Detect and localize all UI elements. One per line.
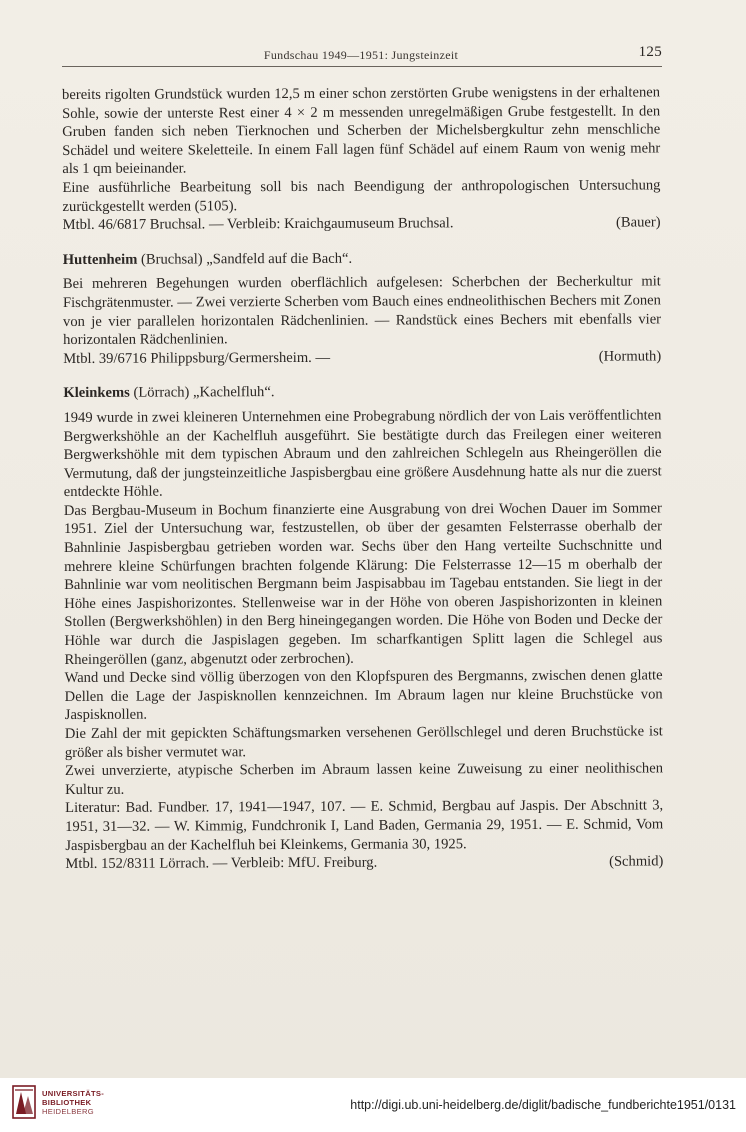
map-sheet-line [63,214,661,235]
map-sheet-line [65,853,663,874]
paragraph: Bei mehreren Begehungen wurden oberflächlich aufgelesen: Scherbchen der Becherkultur mit Fischgrätenmuster. — Zwei verzierte Scherben vom Bauch eines endneolithischen Bechers mit Zonen von je vier parallelen horizontalen Rädchenlinien. — Randstück eines Bechers mit ebenfalls vier horizontalen Rädchenlinien. [62,273,662,349]
source-url-link[interactable]: http://digi.ub.uni-heidelberg.de/diglit/badische_fundberichte1951/0131 [350,1098,736,1112]
paragraph: Eine ausführliche Bearbeitung soll bis nach Beendigung der anthropologischen Untersuchung zurückgestellt werden (5105). [62,177,661,215]
header-rule [62,66,662,67]
site-entry-kleinkems [63,382,663,874]
library-footer [0,1078,746,1132]
article-body [62,83,663,873]
site-name: Kleinkems [63,385,130,402]
library-name [42,1089,104,1116]
map-sheet-reference: Mtbl. 152/8311 Lörrach. — Verbleib: MfU. Freiburg. [65,854,378,873]
library-name-line: BIBLIOTHEK [42,1098,92,1107]
library-logo-icon [12,1084,36,1120]
map-sheet-line [63,347,661,368]
paragraph: Zwei unverzierte, atypische Scherben im Abraum lassen keine Zuweisung zu einer neolithischen Kultur zu. [64,760,664,798]
map-sheet-reference: Mtbl. 46/6817 Bruchsal. — Verbleib: Kraichgaumuseum Bruchsal. [62,215,454,234]
literature-paragraph: Literatur: Bad. Fundber. 17, 1941—1947, 107. — E. Schmid, Bergbau auf Jaspis. Der Abschnitt 3, 1951, 31—32. — W. Kimmig, Fundchronik I, Land Baden, Germania 29, 1951. — E. Schmid, Vom Jaspisbergbau an der Kachelfluh bei Kleinkems, Germania 30, 1925. [65,797,664,854]
paragraph: Die Zahl der mit gepickten Schäftungsmarken versehenen Geröllschlegel und deren Bruchstücke ist größer als bisher vermutet war. [64,723,663,761]
continuation-entry [62,83,661,234]
page-number: 125 [638,44,662,60]
library-name-line: HEIDELBERG [42,1107,94,1116]
running-title: Fundschau 1949—1951: Jungsteinzeit [263,48,459,62]
site-heading [63,382,661,403]
running-head [60,44,662,64]
paragraph: Wand und Decke sind völlig überzogen von den Klopfspuren des Bergmanns, zwischen denen glatte Dellen die Lage der Jaspisknollen kennzeichnen. Im Abraum lagen nur kleine Bruchstücke von Jaspisknollen. [64,667,663,724]
map-sheet-reference: Mtbl. 39/6716 Philippsburg/Germersheim. — [63,349,331,367]
site-name: Huttenheim [62,251,138,268]
paragraph: 1949 wurde in zwei kleineren Unternehmen eine Probegrabung nördlich der von Lais veröffentlichten Bergwerkshöhle an der Kachelfluh ausgeführt. Sie bestätigte durch das Freilegen einer weiteren Bergwerkshöhle mit dem typischen Abraum und den zahlreichen Schlegeln aus Rheingeröllen die Vermutung, daß der jungsteinzeitliche Jaspisbergbau eine größere Ausdehnung hatte als nur die zuerst entdeckte Höhle. [63,407,662,501]
site-heading [63,248,661,269]
paragraph: bereits rigolten Grundstück wurden 12,5 m einer schon zerstörten Grube wenigstens in der erhaltenen Sohle, sowie der unterste Rest einer 4 × 2 m messenden unregelmäßigen Grube festgestellt. In den Gruben fanden sich neben Tierknochen und Scherben der Michelsbergkultur zehn menschliche Schädel und weitere Skeletteile. In einem Fall lagen fünf Schädel auf einem Raum von wenig mehr als 1 qm beieinander. [62,84,661,178]
author-credit: (Schmid) [609,853,664,870]
site-location: (Bruchsal) „Sandfeld auf die Bach“. [140,250,353,268]
author-credit: (Hormuth) [598,348,662,365]
library-name-line: UNIVERSITÄTS- [42,1089,105,1098]
site-entry-huttenheim [63,248,662,368]
author-credit: (Bauer) [615,214,661,231]
paragraph: Das Bergbau-Museum in Bochum finanzierte eine Ausgrabung von drei Wochen Dauer im Sommer 1951. Ziel der Untersuchung war, festzustellen, ob über der gesamten Felsterrasse oberhalb der Bahnlinie Jaspisbergbau getrieben worden war. Sechs über den Hang verteilte Suchschnitte und mehrere kleine Schürfungen brachten folgende Klärung: Die Felsterrasse 12—15 m oberhalb der Bahnlinie war vom neolitischen Bergmann beim Jaspisabbau im Tagebau entstanden. Sie liegt in der Höhe eines Jaspishorizontes. Stellenweise war in der Höhe von oberen Jaspishorizonten in kleinen Stollen (Bergwerkshöhlen) in den Berg hineingegangen worden. Die Höhe von Boden und Decke der Höhle war durch die Jaspislagen gegeben. Im scharfkantigen Splitt lagen die Schlegel aus Rheingeröllen (ganz, abgenutzt oder zerbrochen). [63,500,663,668]
site-location: (Lörrach) „Kachelfluh“. [133,384,275,402]
